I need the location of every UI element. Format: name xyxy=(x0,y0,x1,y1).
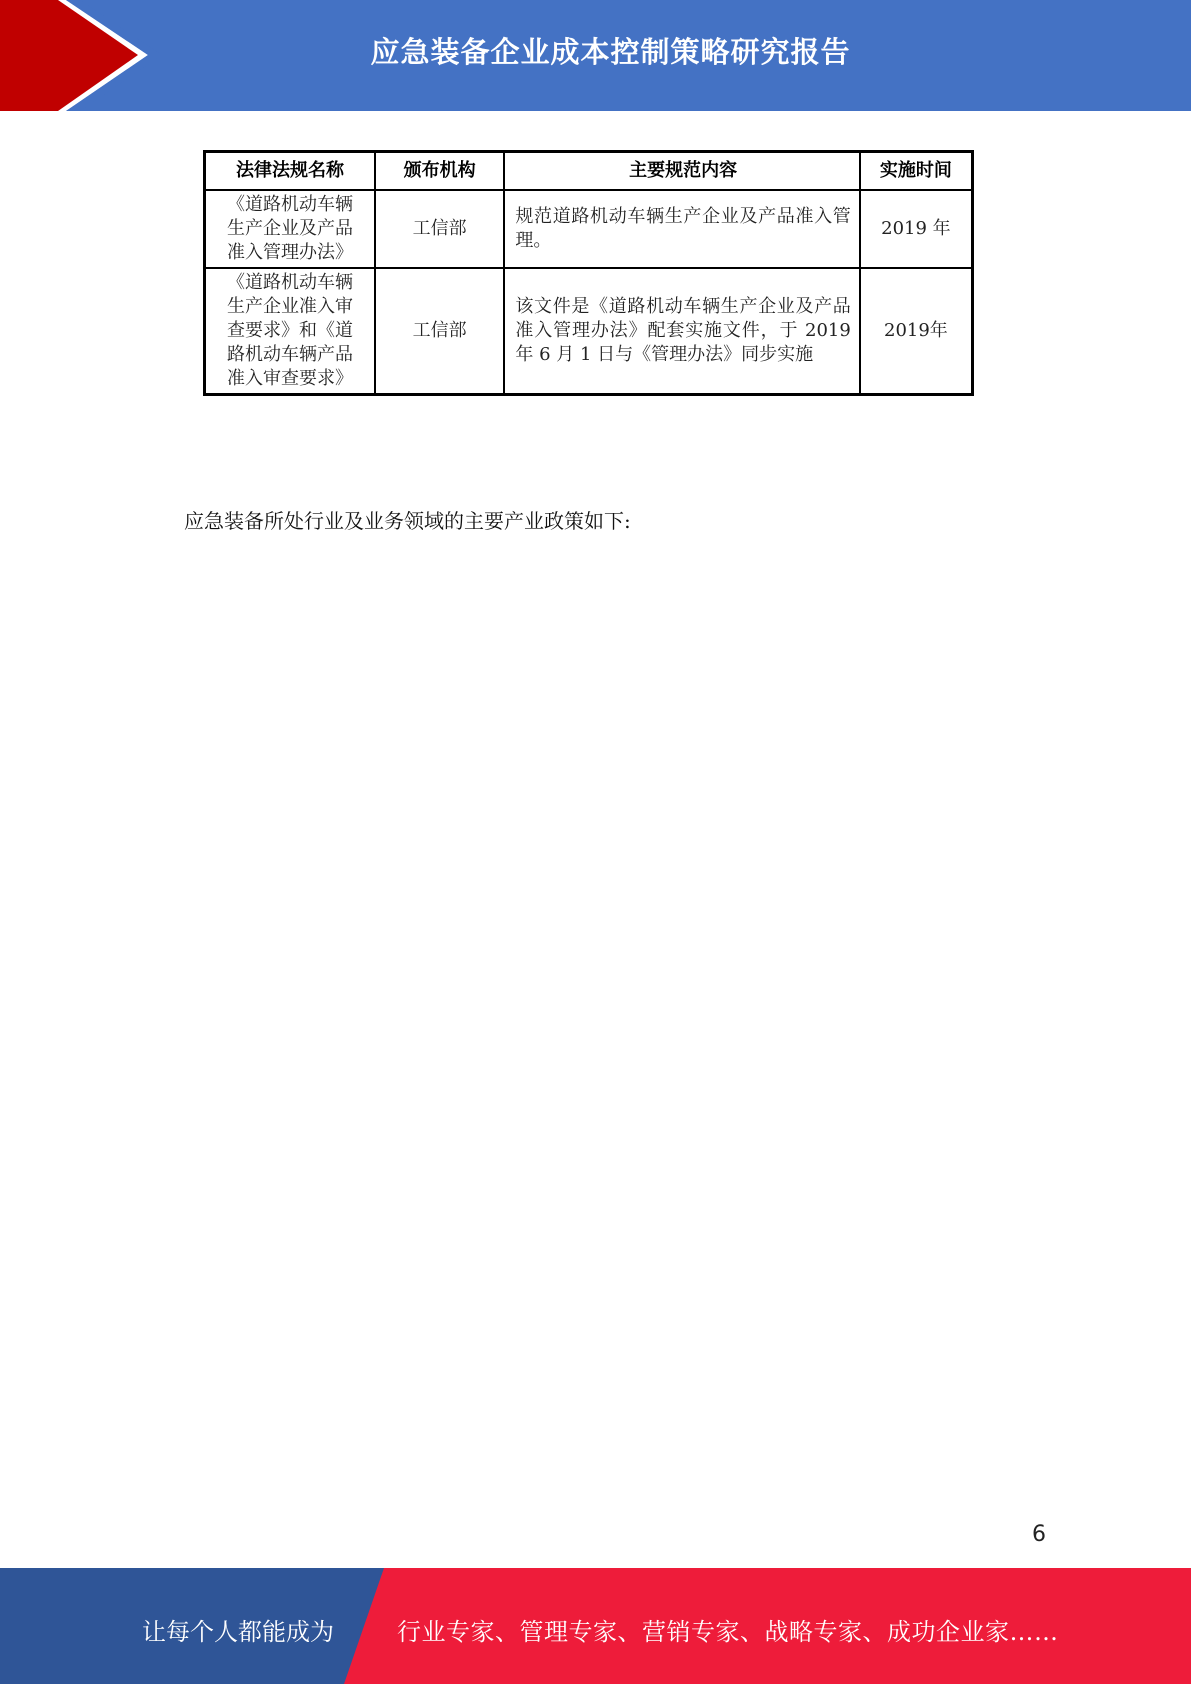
regulations-table xyxy=(203,150,974,396)
regulation-name: 《道路机动车辆生产企业准入审查要求》和《道路机动车辆产品准入审查要求》 xyxy=(205,268,375,395)
column-header-name: 法律法规名称 xyxy=(205,152,375,190)
column-header-org: 颁布机构 xyxy=(375,152,504,190)
report-title: 应急装备企业成本控制策略研究报告 xyxy=(370,35,851,69)
column-header-content: 主要规范内容 xyxy=(504,152,859,190)
effective-date: 2019年 xyxy=(860,268,973,395)
column-header-date: 实施时间 xyxy=(860,152,973,190)
issuing-body: 工信部 xyxy=(375,268,504,395)
table-row xyxy=(205,268,973,395)
page-footer xyxy=(0,1568,1191,1684)
body-paragraph: 应急装备所处行业及业务领域的主要产业政策如下: xyxy=(184,509,631,533)
regulation-content: 该文件是《道路机动车辆生产企业及产品准入管理办法》配套实施文件，于 2019 年 6 月 1 日与《管理办法》同步实施 xyxy=(504,268,859,395)
regulation-content: 规范道路机动车辆生产企业及产品准入管理。 xyxy=(504,190,859,268)
footer-slogan-right: 行业专家、管理专家、营销专家、战略专家、成功企业家…… xyxy=(397,1618,1059,1646)
page-number: 6 xyxy=(1032,1522,1046,1547)
effective-date: 2019 年 xyxy=(860,190,973,268)
table-row xyxy=(205,190,973,268)
issuing-body: 工信部 xyxy=(375,190,504,268)
table-header-row xyxy=(205,152,973,190)
footer-slogan-left: 让每个人都能成为 xyxy=(142,1618,334,1646)
page-header xyxy=(0,0,1191,111)
regulation-name: 《道路机动车辆生产企业及产品准入管理办法》 xyxy=(205,190,375,268)
